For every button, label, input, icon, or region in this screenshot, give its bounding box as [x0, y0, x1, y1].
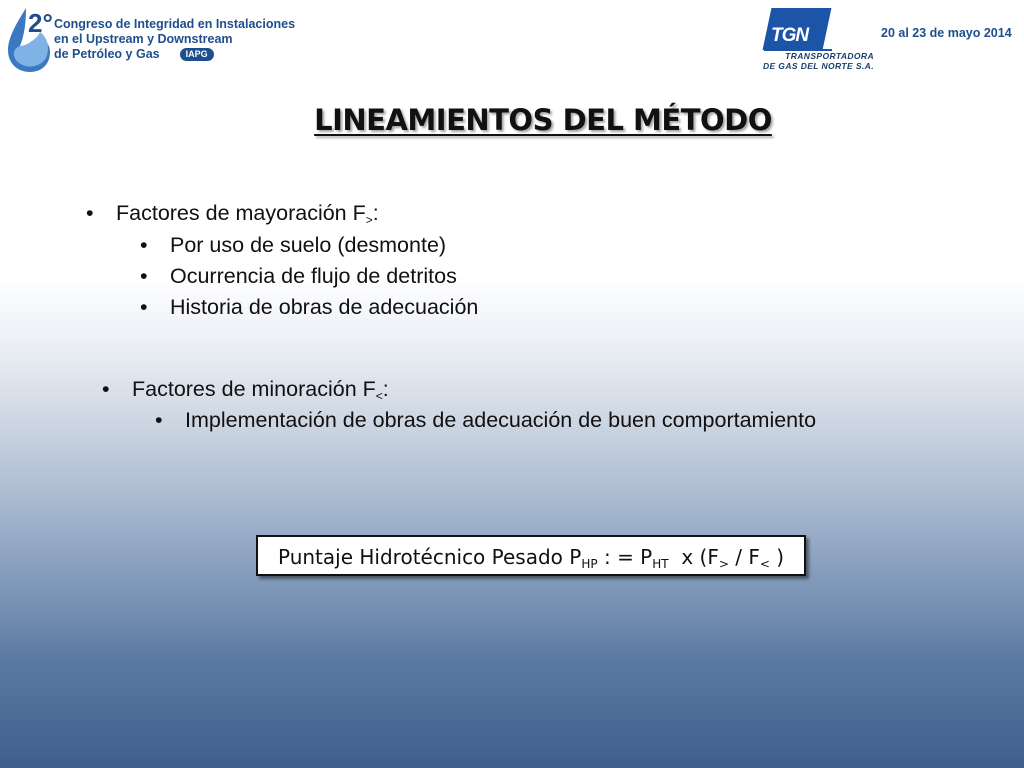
- tgn-logo-text: TGN: [771, 25, 809, 46]
- congress-line-2: en el Upstream y Downstream: [54, 32, 233, 46]
- congress-title: [54, 17, 295, 62]
- slide-header: [0, 0, 1024, 80]
- event-date: 20 al 23 de mayo 2014: [881, 26, 1012, 40]
- iapg-logo: IAPG: [180, 48, 214, 61]
- mayoracion-label: Factores de mayoración F: [116, 201, 366, 225]
- slide-title: LINEAMIENTOS DEL MÉTODO: [314, 103, 772, 137]
- congress-line-1: Congreso de Integridad en Instalaciones: [54, 17, 296, 31]
- tgn-company-name: TRANSPORTADORA DE GAS DEL NORTE S.A.: [762, 51, 874, 71]
- congress-line-3: de Petróleo y Gas: [54, 47, 160, 61]
- congress-logo-icon: [6, 2, 54, 74]
- bullet-dot: •: [102, 377, 110, 401]
- minoracion-label: Factores de minoración F: [132, 377, 376, 401]
- formula-box: Puntaje Hidrotécnico Pesado $P_{HP}$ : = $P_{HT}$ x ($F_> / F_<$ ): [256, 535, 806, 576]
- ordinal-text: 2°: [28, 8, 53, 38]
- bullet-dot: •: [86, 201, 94, 225]
